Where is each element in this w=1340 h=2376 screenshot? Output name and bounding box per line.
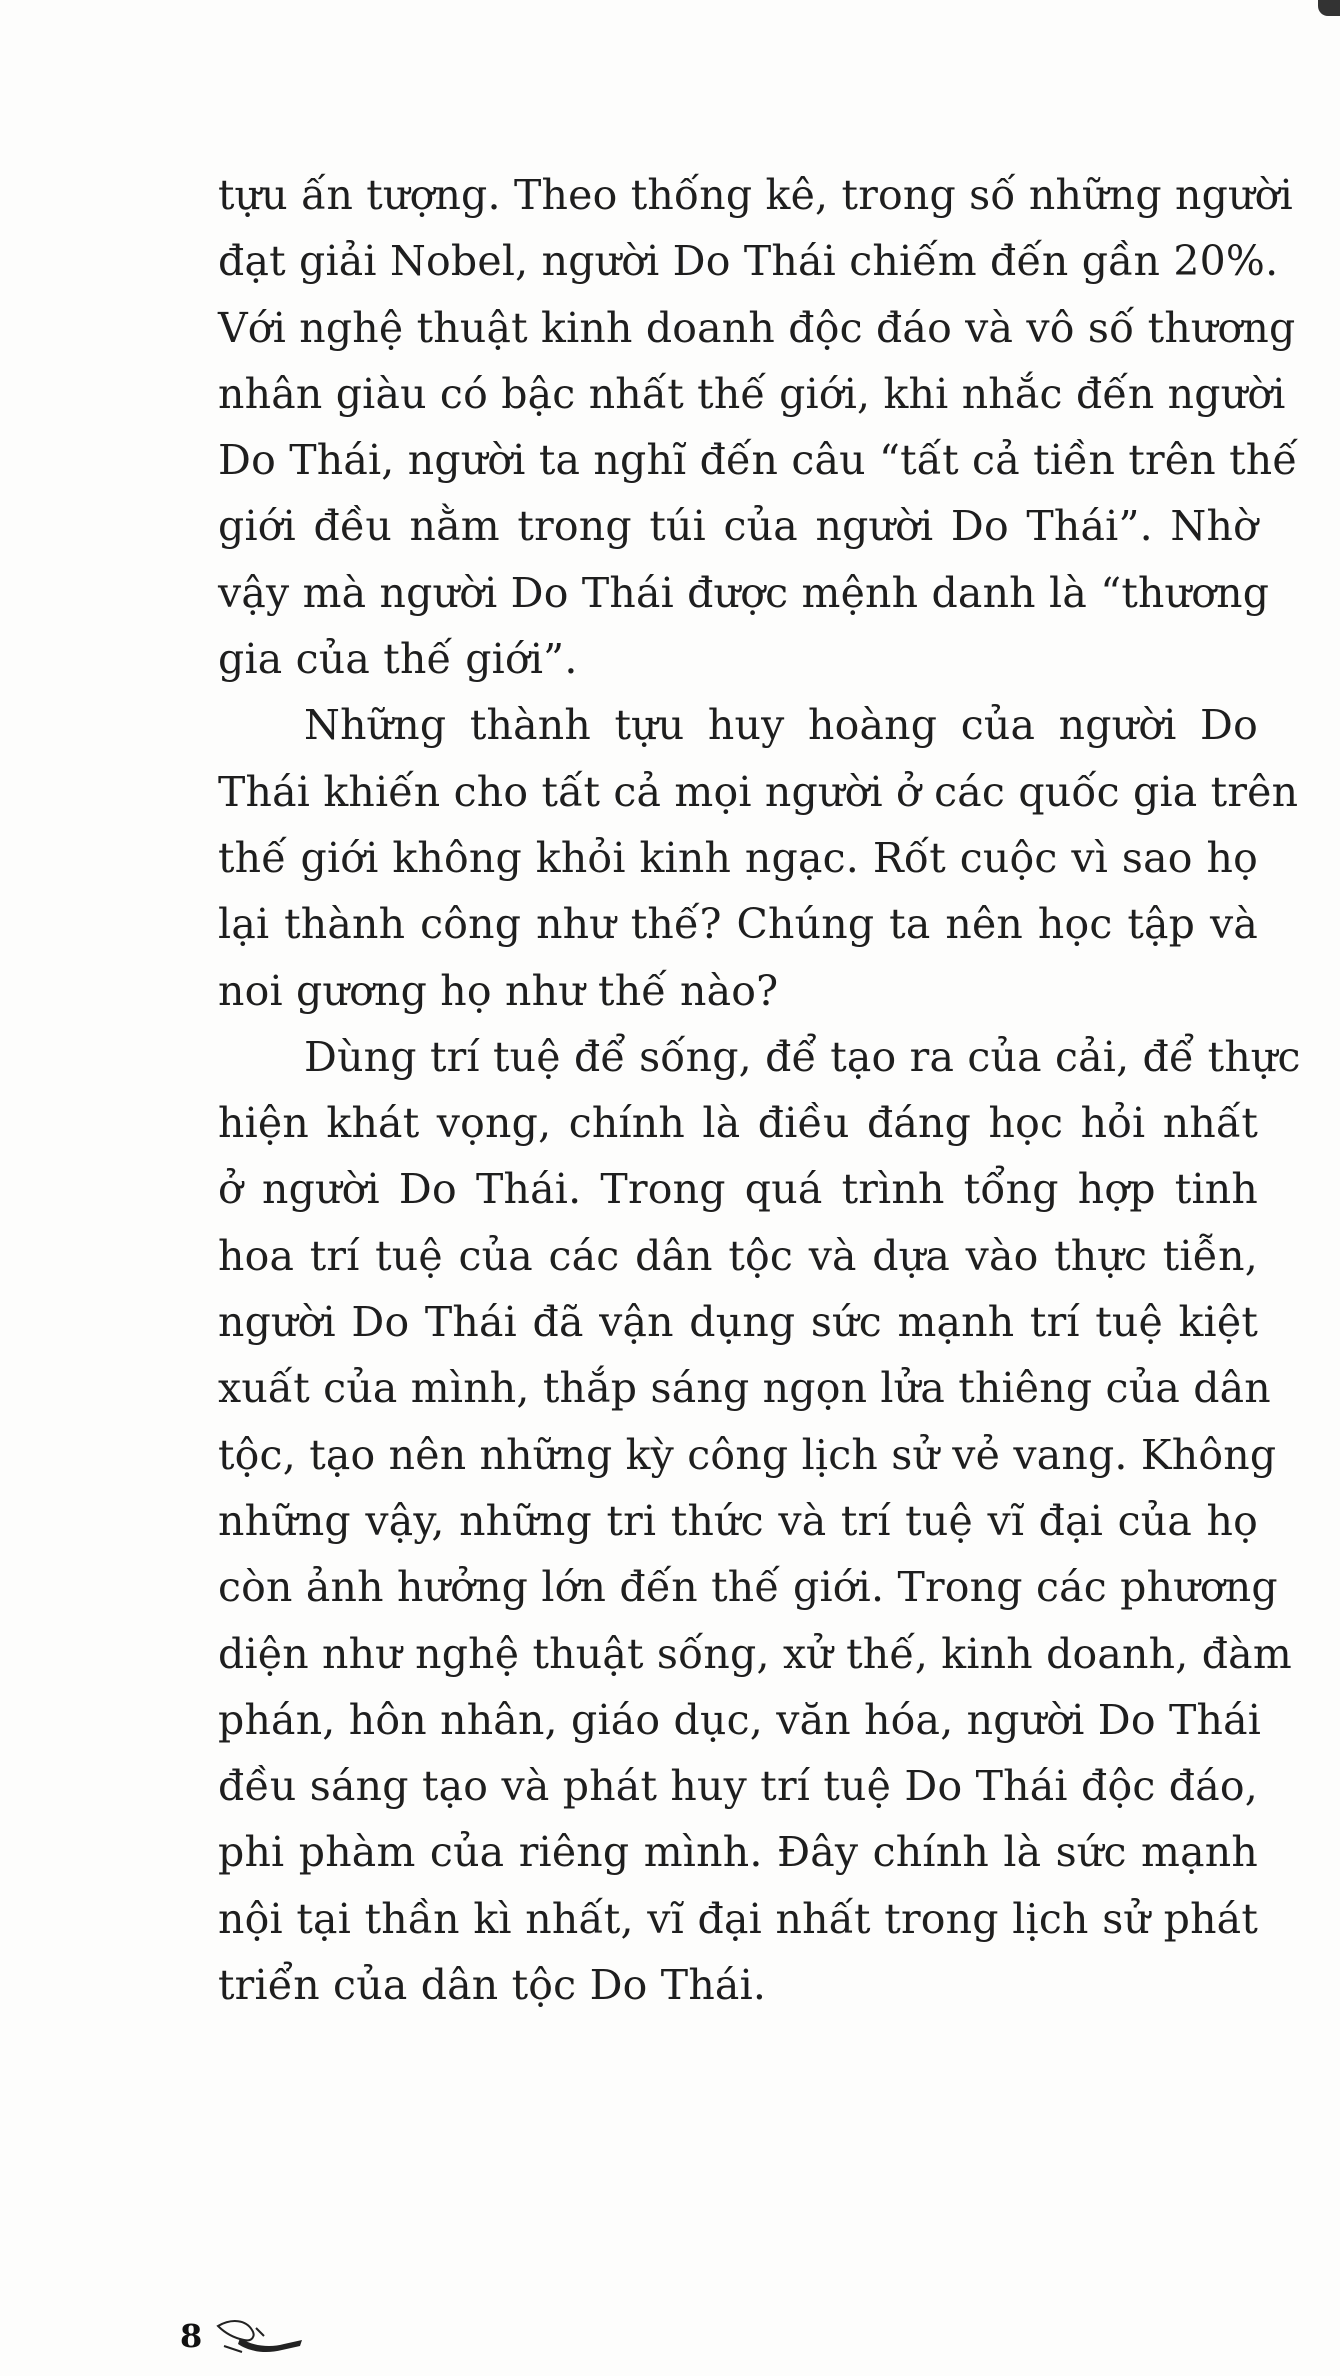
quill-pen-icon — [212, 2316, 308, 2356]
text-line: Do Thái, người ta nghĩ đến câu “tất cả tiền trên thế — [218, 436, 1298, 485]
body-text — [218, 162, 1301, 2018]
text-line: nội tại thần kì nhất, vĩ đại nhất trong lịch sử phát — [218, 1894, 1258, 1943]
text-line: triển của dân tộc Do Thái. — [218, 1961, 767, 2010]
text-line: hoa trí tuệ của các dân tộc và dựa vào thực tiễn, — [218, 1231, 1258, 1280]
text-line: xuất của mình, thắp sáng ngọn lửa thiêng của dân — [218, 1364, 1271, 1413]
text-line: Những thành tựu huy hoàng của người Do — [304, 701, 1258, 750]
text-line: vậy mà người Do Thái được mệnh danh là “thương — [218, 568, 1270, 617]
page-footer — [180, 2316, 308, 2356]
text-line: phán, hôn nhân, giáo dục, văn hóa, người Do Thái — [218, 1695, 1262, 1744]
text-line: giới đều nằm trong túi của người Do Thái”. Nhờ — [218, 502, 1258, 551]
text-line: còn ảnh hưởng lớn đến thế giới. Trong các phương — [218, 1563, 1278, 1612]
paragraph — [218, 162, 1298, 692]
text-line: những vậy, những tri thức và trí tuệ vĩ đại của họ — [218, 1496, 1258, 1545]
text-line: noi gương họ như thế nào? — [218, 966, 779, 1015]
text-line: Dùng trí tuệ để sống, để tạo ra của cải, để thực — [304, 1032, 1301, 1081]
text-line: ở người Do Thái. Trong quá trình tổng hợp tinh — [218, 1165, 1258, 1214]
text-line: lại thành công như thế? Chúng ta nên học tập và — [218, 900, 1258, 949]
paragraph — [218, 692, 1299, 1023]
text-line: Với nghệ thuật kinh doanh độc đáo và vô số thương — [218, 303, 1296, 352]
text-line: nhân giàu có bậc nhất thế giới, khi nhắc đến người — [218, 369, 1286, 418]
page-number: 8 — [180, 2317, 203, 2355]
text-line: diện như nghệ thuật sống, xử thế, kinh doanh, đàm — [218, 1629, 1292, 1678]
page-corner-mark — [1318, 0, 1340, 16]
text-line: Thái khiến cho tất cả mọi người ở các quốc gia trên — [218, 767, 1299, 816]
text-line: tựu ấn tượng. Theo thống kê, trong số những người — [218, 171, 1293, 219]
text-line: đều sáng tạo và phát huy trí tuệ Do Thái độc đáo, — [218, 1762, 1258, 1811]
text-line: người Do Thái đã vận dụng sức mạnh trí tuệ kiệt — [218, 1298, 1258, 1347]
paragraph — [218, 1024, 1301, 2018]
text-line: phi phàm của riêng mình. Đây chính là sức mạnh — [218, 1828, 1258, 1877]
text-line: gia của thế giới”. — [218, 635, 578, 684]
text-line: hiện khát vọng, chính là điều đáng học hỏi nhất — [218, 1099, 1258, 1148]
text-line: tộc, tạo nên những kỳ công lịch sử vẻ vang. Không — [218, 1430, 1277, 1479]
text-line: đạt giải Nobel, người Do Thái chiếm đến gần 20%. — [218, 237, 1279, 286]
text-line: thế giới không khỏi kinh ngạc. Rốt cuộc vì sao họ — [218, 833, 1258, 882]
